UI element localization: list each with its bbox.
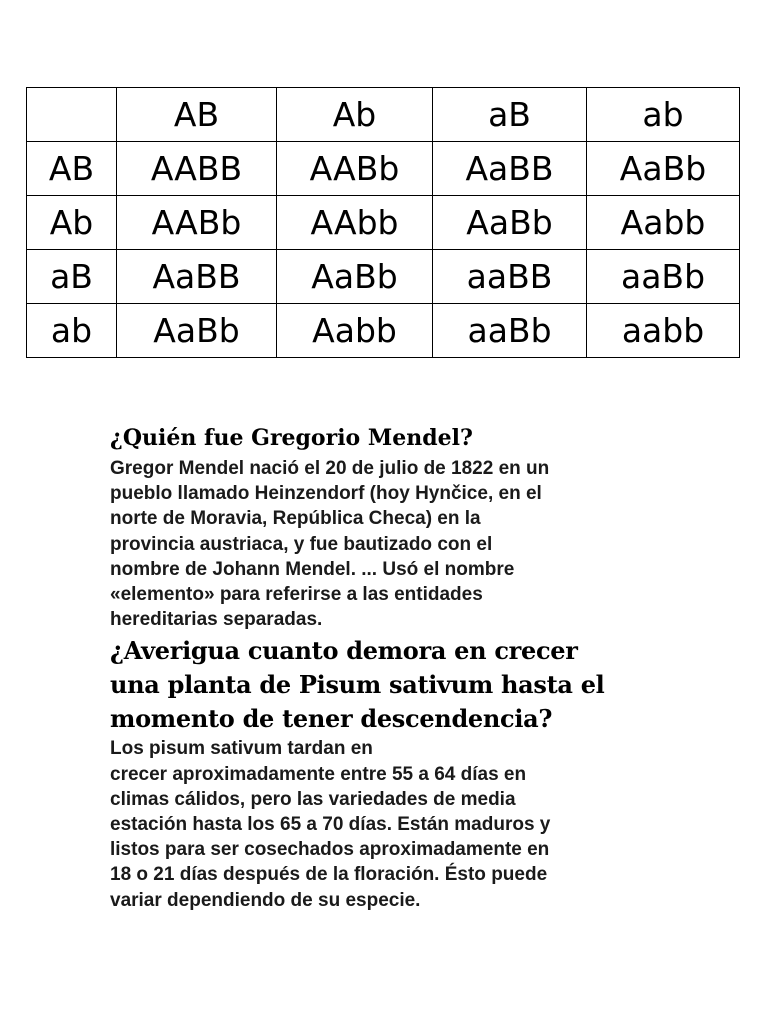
table-row: [27, 196, 740, 250]
answer-line: variar dependiendo de su especie.: [110, 889, 421, 911]
answer-paragraph-pisum: [110, 736, 670, 912]
question-heading-pisum: [110, 634, 670, 736]
question-line: momento de tener descendencia?: [110, 704, 553, 734]
genotype-cell: AaBb: [117, 304, 277, 358]
genotype-cell: AaBb: [587, 142, 740, 196]
answer-line: norte de Moravia, República Checa) en la: [110, 508, 481, 530]
genotype-cell: Aabb: [277, 304, 433, 358]
row-header-cell: AB: [27, 142, 117, 196]
row-header-cell: Ab: [27, 196, 117, 250]
table-row: [27, 250, 740, 304]
row-header-cell: ab: [27, 304, 117, 358]
column-header-cell: AB: [117, 88, 277, 142]
column-header-cell: Ab: [277, 88, 433, 142]
table-header-row: [27, 88, 740, 142]
genotype-cell: AAbb: [277, 196, 433, 250]
question-line: una planta de Pisum sativum hasta el: [110, 670, 605, 700]
table-row: [27, 304, 740, 358]
punnett-square-table: [26, 87, 740, 358]
genotype-cell: AaBb: [433, 196, 587, 250]
genotype-cell: aaBB: [433, 250, 587, 304]
question-line: ¿Averigua cuanto demora en crecer: [110, 636, 578, 666]
answer-line: provincia austriaca, y fue bautizado con el: [110, 533, 493, 555]
answer-line: «elemento» para referirse a las entidades: [110, 584, 483, 606]
answer-line: estación hasta los 65 a 70 días. Están maduros y: [110, 814, 551, 836]
answer-line: climas cálidos, pero las variedades de media: [110, 788, 516, 810]
genotype-cell: AaBB: [117, 250, 277, 304]
genotype-cell: Aabb: [587, 196, 740, 250]
genotype-cell: aabb: [587, 304, 740, 358]
genotype-cell: aaBb: [587, 250, 740, 304]
genotype-cell: AABB: [117, 142, 277, 196]
answer-line: pueblo llamado Heinzendorf (hoy Hynčice, en el: [110, 483, 542, 505]
answer-line: Los pisum sativum tardan en: [110, 738, 373, 760]
answer-line: crecer aproximadamente entre 55 a 64 días en: [110, 763, 527, 785]
answer-line: listos para ser cosechados aproximadamente en: [110, 839, 550, 861]
answer-line: nombre de Johann Mendel. ... Usó el nombre: [110, 558, 515, 580]
column-header-cell: aB: [433, 88, 587, 142]
table-corner-cell: [27, 88, 117, 142]
answer-line: hereditarias separadas.: [110, 609, 323, 631]
genotype-cell: AaBb: [277, 250, 433, 304]
genotype-cell: AaBB: [433, 142, 587, 196]
text-content: [110, 420, 670, 913]
answer-line: 18 o 21 días después de la floración. Ésto puede: [110, 864, 548, 886]
genotype-cell: AABb: [117, 196, 277, 250]
genotype-cell: AABb: [277, 142, 433, 196]
answer-paragraph-mendel: [110, 456, 670, 632]
row-header-cell: aB: [27, 250, 117, 304]
genotype-cell: aaBb: [433, 304, 587, 358]
answer-line: Gregor Mendel nació el 20 de julio de 1822 en un: [110, 458, 550, 479]
question-heading-mendel: ¿Quién fue Gregorio Mendel?: [110, 425, 473, 451]
table-row: [27, 142, 740, 196]
column-header-cell: ab: [587, 88, 740, 142]
